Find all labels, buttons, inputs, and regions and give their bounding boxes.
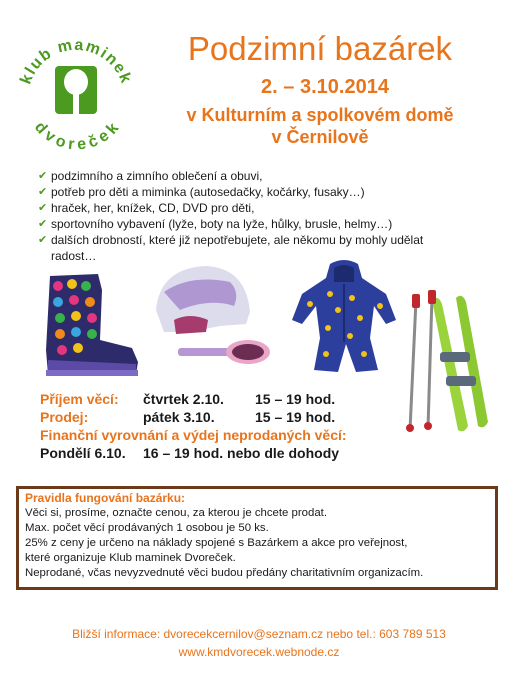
kids-skis-icon: [402, 290, 492, 438]
list-item: ✔ potřeb pro děti a miminka (autosedačky, kočárky, fusaky…): [38, 185, 365, 199]
checkmark-icon: ✔: [38, 186, 48, 198]
list-item: ✔ dalších drobností, které již nepotřebujete, ale někomu by mohly udělat: [38, 233, 424, 247]
intake-label: Příjem věcí:: [40, 391, 119, 407]
snow-boot-icon: [36, 270, 146, 382]
list-item-continued: radost…: [51, 249, 97, 263]
sale-time: 15 – 19 hod.: [255, 409, 336, 425]
rule-line: Neprodané, včas nevyzvednuté věci budou předány charitativním organizacím.: [25, 567, 424, 579]
intake-time: 15 – 19 hod.: [255, 391, 336, 407]
checkmark-icon: ✔: [38, 170, 48, 182]
settlement-day: Pondělí 6.10.: [40, 445, 126, 461]
rules-title: Pravidla fungování bazárku:: [25, 491, 186, 505]
event-dates: 2. – 3.10.2014: [261, 76, 389, 98]
logo-bottom-text: dvoreček: [31, 118, 124, 154]
settlement-time: 16 – 19 hod. nebo dle dohody: [143, 445, 340, 461]
ski-helmet-icon: [150, 262, 274, 370]
sale-day: pátek 3.10.: [143, 409, 215, 425]
event-venue-town: v Černilově: [271, 127, 369, 147]
rules-box: [16, 486, 498, 590]
logo-top-text: klub maminek: [17, 36, 135, 87]
snowsuit-icon: [290, 258, 398, 376]
website-link[interactable]: www.kmdvorecek.webnode.cz: [178, 645, 340, 659]
rule-line: které organizuje Klub maminek Dvoreček.: [25, 552, 236, 564]
checkmark-icon: ✔: [38, 202, 48, 214]
list-item: ✔ hraček, her, knížek, CD, DVD pro děti,: [38, 201, 255, 215]
rule-line: 25% z ceny je určeno na náklady spojené s Bazárkem a akce pro veřejnost,: [25, 537, 408, 549]
rule-line: Věci si, prosíme, označte cenou, za kterou je chcete prodat.: [25, 507, 328, 519]
checkmark-icon: ✔: [38, 234, 48, 246]
checkmark-icon: ✔: [38, 218, 48, 230]
tree-icon: [55, 66, 97, 114]
contact-info: Bližší informace: dvorecekcernilov@seznam.cz nebo tel.: 603 789 513: [72, 627, 446, 641]
item-checklist: [38, 168, 498, 264]
rule-line: Max. počet věcí prodávaných 1 osobou je 50 ks.: [25, 522, 269, 534]
list-item: ✔ sportovního vybavení (lyže, boty na lyže, hůlky, brusle, helmy…): [38, 217, 393, 231]
event-venue: v Kulturním a spolkovém domě: [186, 105, 454, 125]
club-logo: [6, 20, 146, 160]
list-item: ✔ podzimního a zimního oblečení a obuvi,: [38, 169, 263, 183]
intake-day: čtvrtek 2.10.: [143, 391, 224, 407]
settlement-label: Finanční vyrovnání a výdej neprodaných věcí:: [40, 427, 347, 443]
event-title: Podzimní bazárek: [187, 30, 453, 67]
sale-label: Prodej:: [40, 409, 89, 425]
